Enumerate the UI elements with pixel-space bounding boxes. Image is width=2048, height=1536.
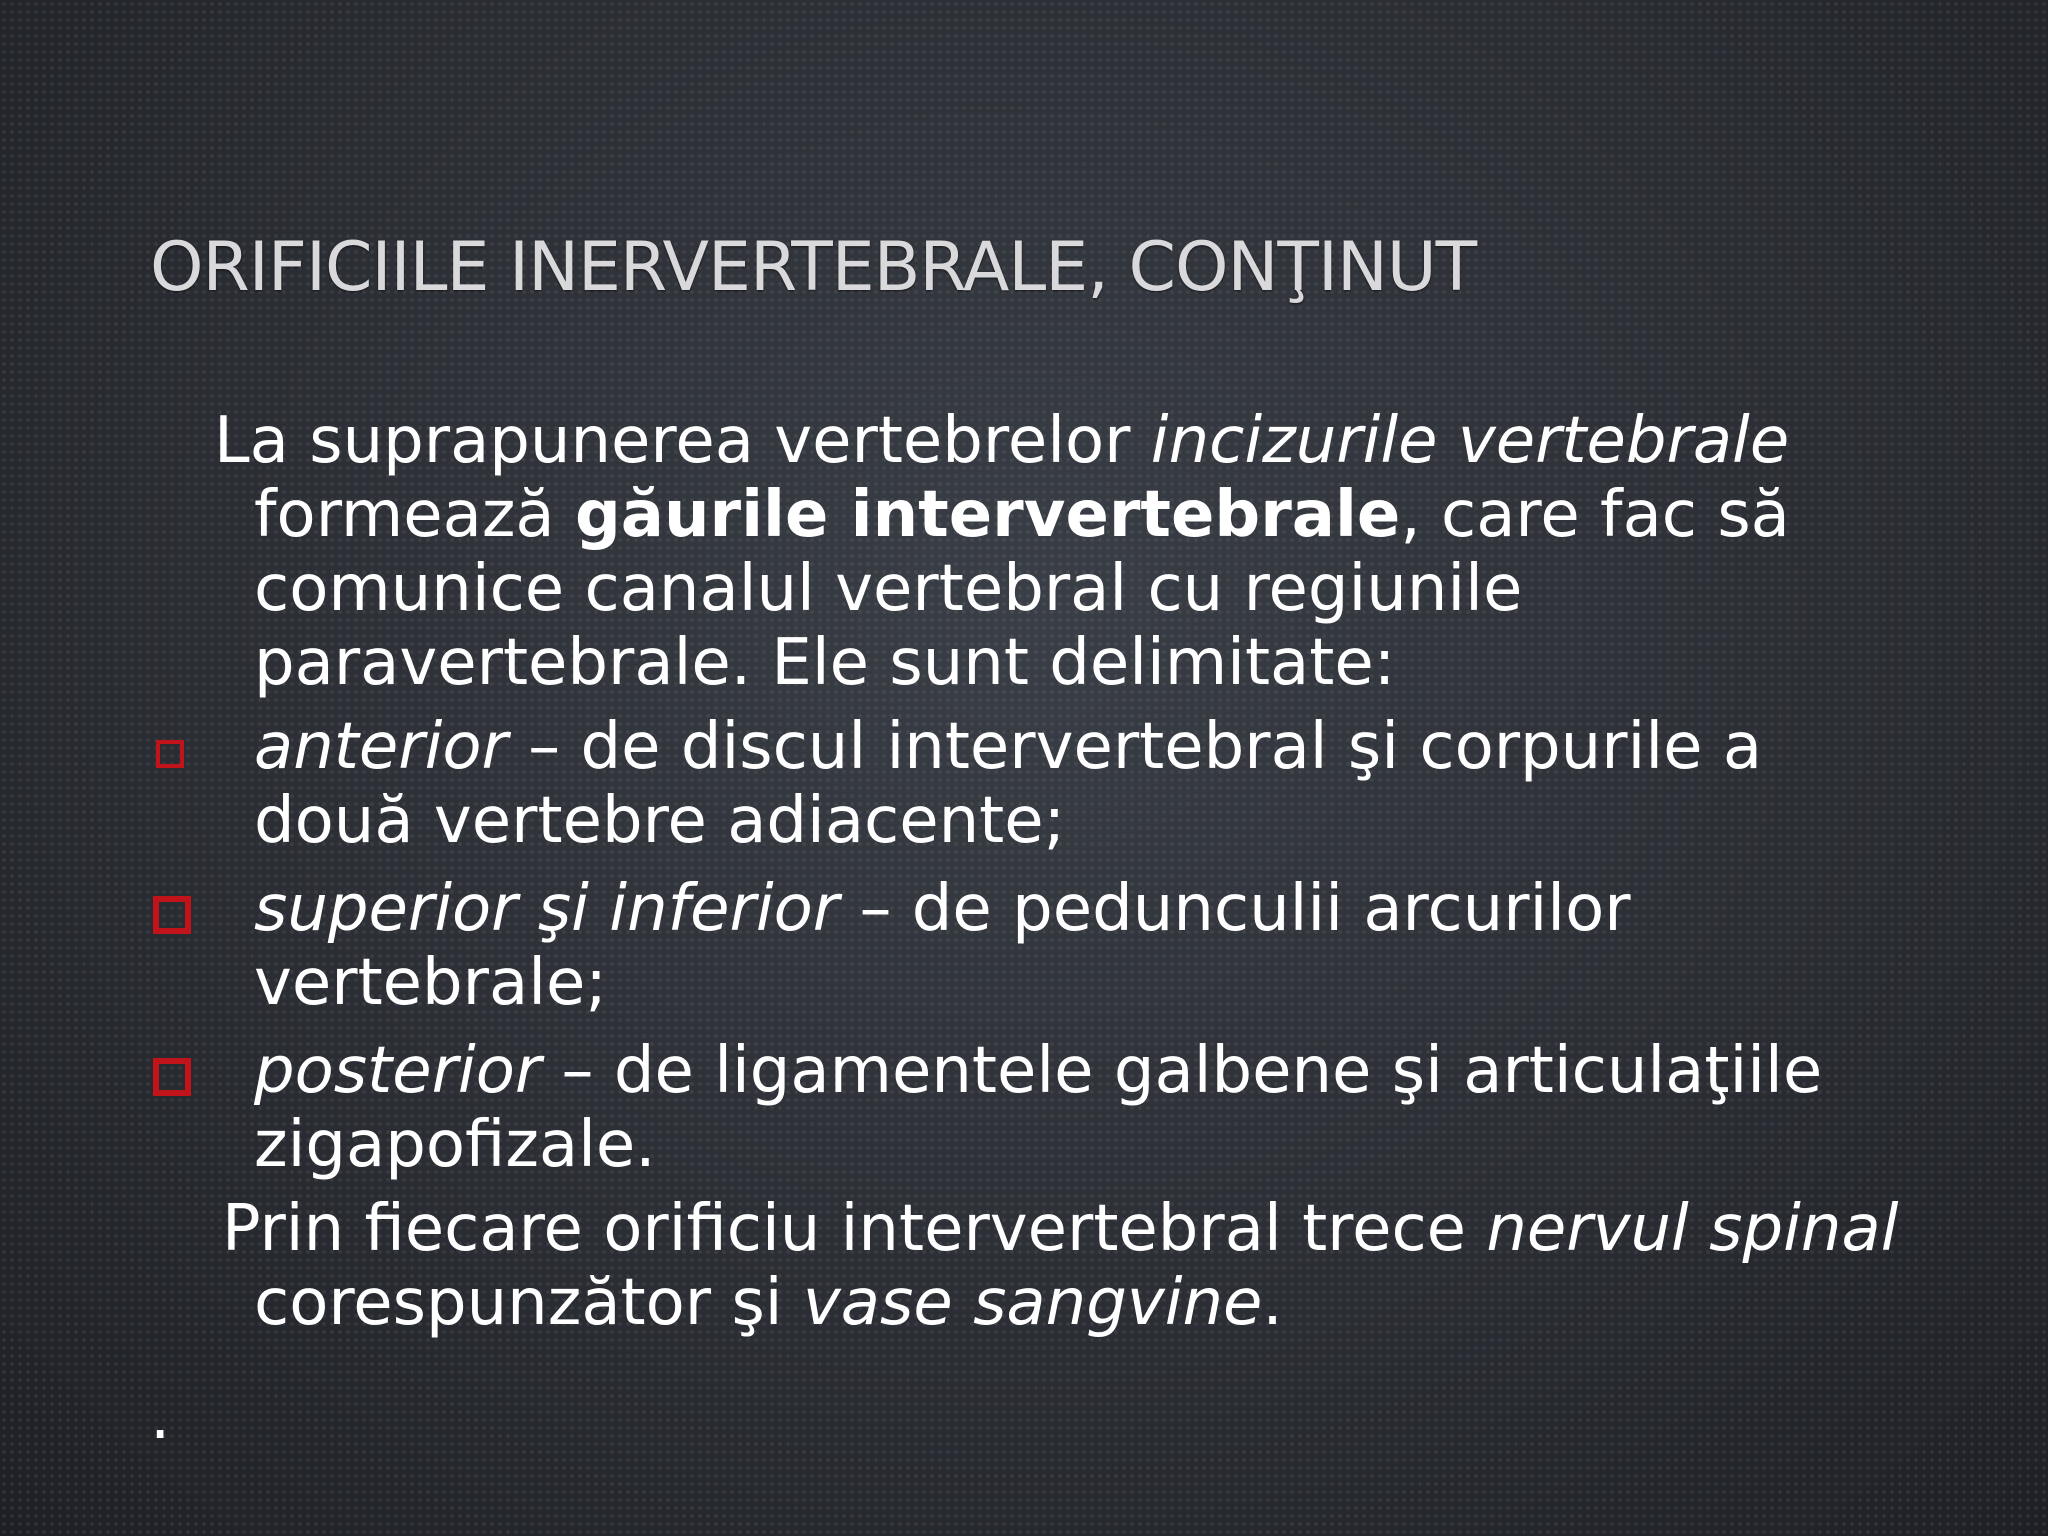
intro-italic-incizurile: incizurile vertebrale	[1150, 404, 1790, 478]
closing-italic-nervul: nervul spinal	[1486, 1192, 1899, 1266]
hollow-square-bullet-icon	[156, 740, 184, 768]
intro-paragraph	[150, 404, 1910, 700]
intro-text-2: formează	[254, 478, 575, 552]
closing-text-1: Prin fiecare orificiu intervertebral trece	[222, 1192, 1487, 1266]
closing-italic-vase: vase sangvine	[802, 1266, 1263, 1340]
bullet-text: – de pedunculii arcurilor vertebrale;	[254, 872, 1631, 1020]
list-item	[150, 1034, 1910, 1182]
list-item	[150, 872, 1910, 1020]
bullet-lead: superior şi inferior	[254, 872, 840, 946]
bullet-lead: posterior	[254, 1034, 542, 1108]
closing-text-3: .	[1262, 1266, 1283, 1340]
bullet-lead: anterior	[254, 710, 508, 784]
intro-text-3: , care fac să comunice canalul vertebral cu regiunile paravertebrale. Ele sunt delimitate:	[254, 478, 1790, 700]
slide-title: ORIFICIILE INERVERTEBRALE, CONŢINUT	[150, 228, 1477, 307]
hollow-square-bullet-icon	[153, 1058, 191, 1096]
closing-paragraph	[150, 1192, 1910, 1340]
trailing-dot: .	[150, 1380, 171, 1454]
intro-text-1: La suprapunerea vertebrelor	[214, 404, 1151, 478]
list-item	[150, 710, 1910, 858]
bullet-text: – de ligamentele galbene şi articulaţiile zigapofizale.	[254, 1034, 1823, 1182]
slide-body	[150, 404, 1910, 1340]
bullet-text: – de discul intervertebral şi corpurile a două vertebre adiacente;	[254, 710, 1763, 858]
closing-text-2: corespunzător şi	[254, 1266, 803, 1340]
hollow-square-bullet-icon	[153, 896, 191, 934]
intro-bold-gaurile: găurile intervertebrale	[574, 478, 1401, 552]
